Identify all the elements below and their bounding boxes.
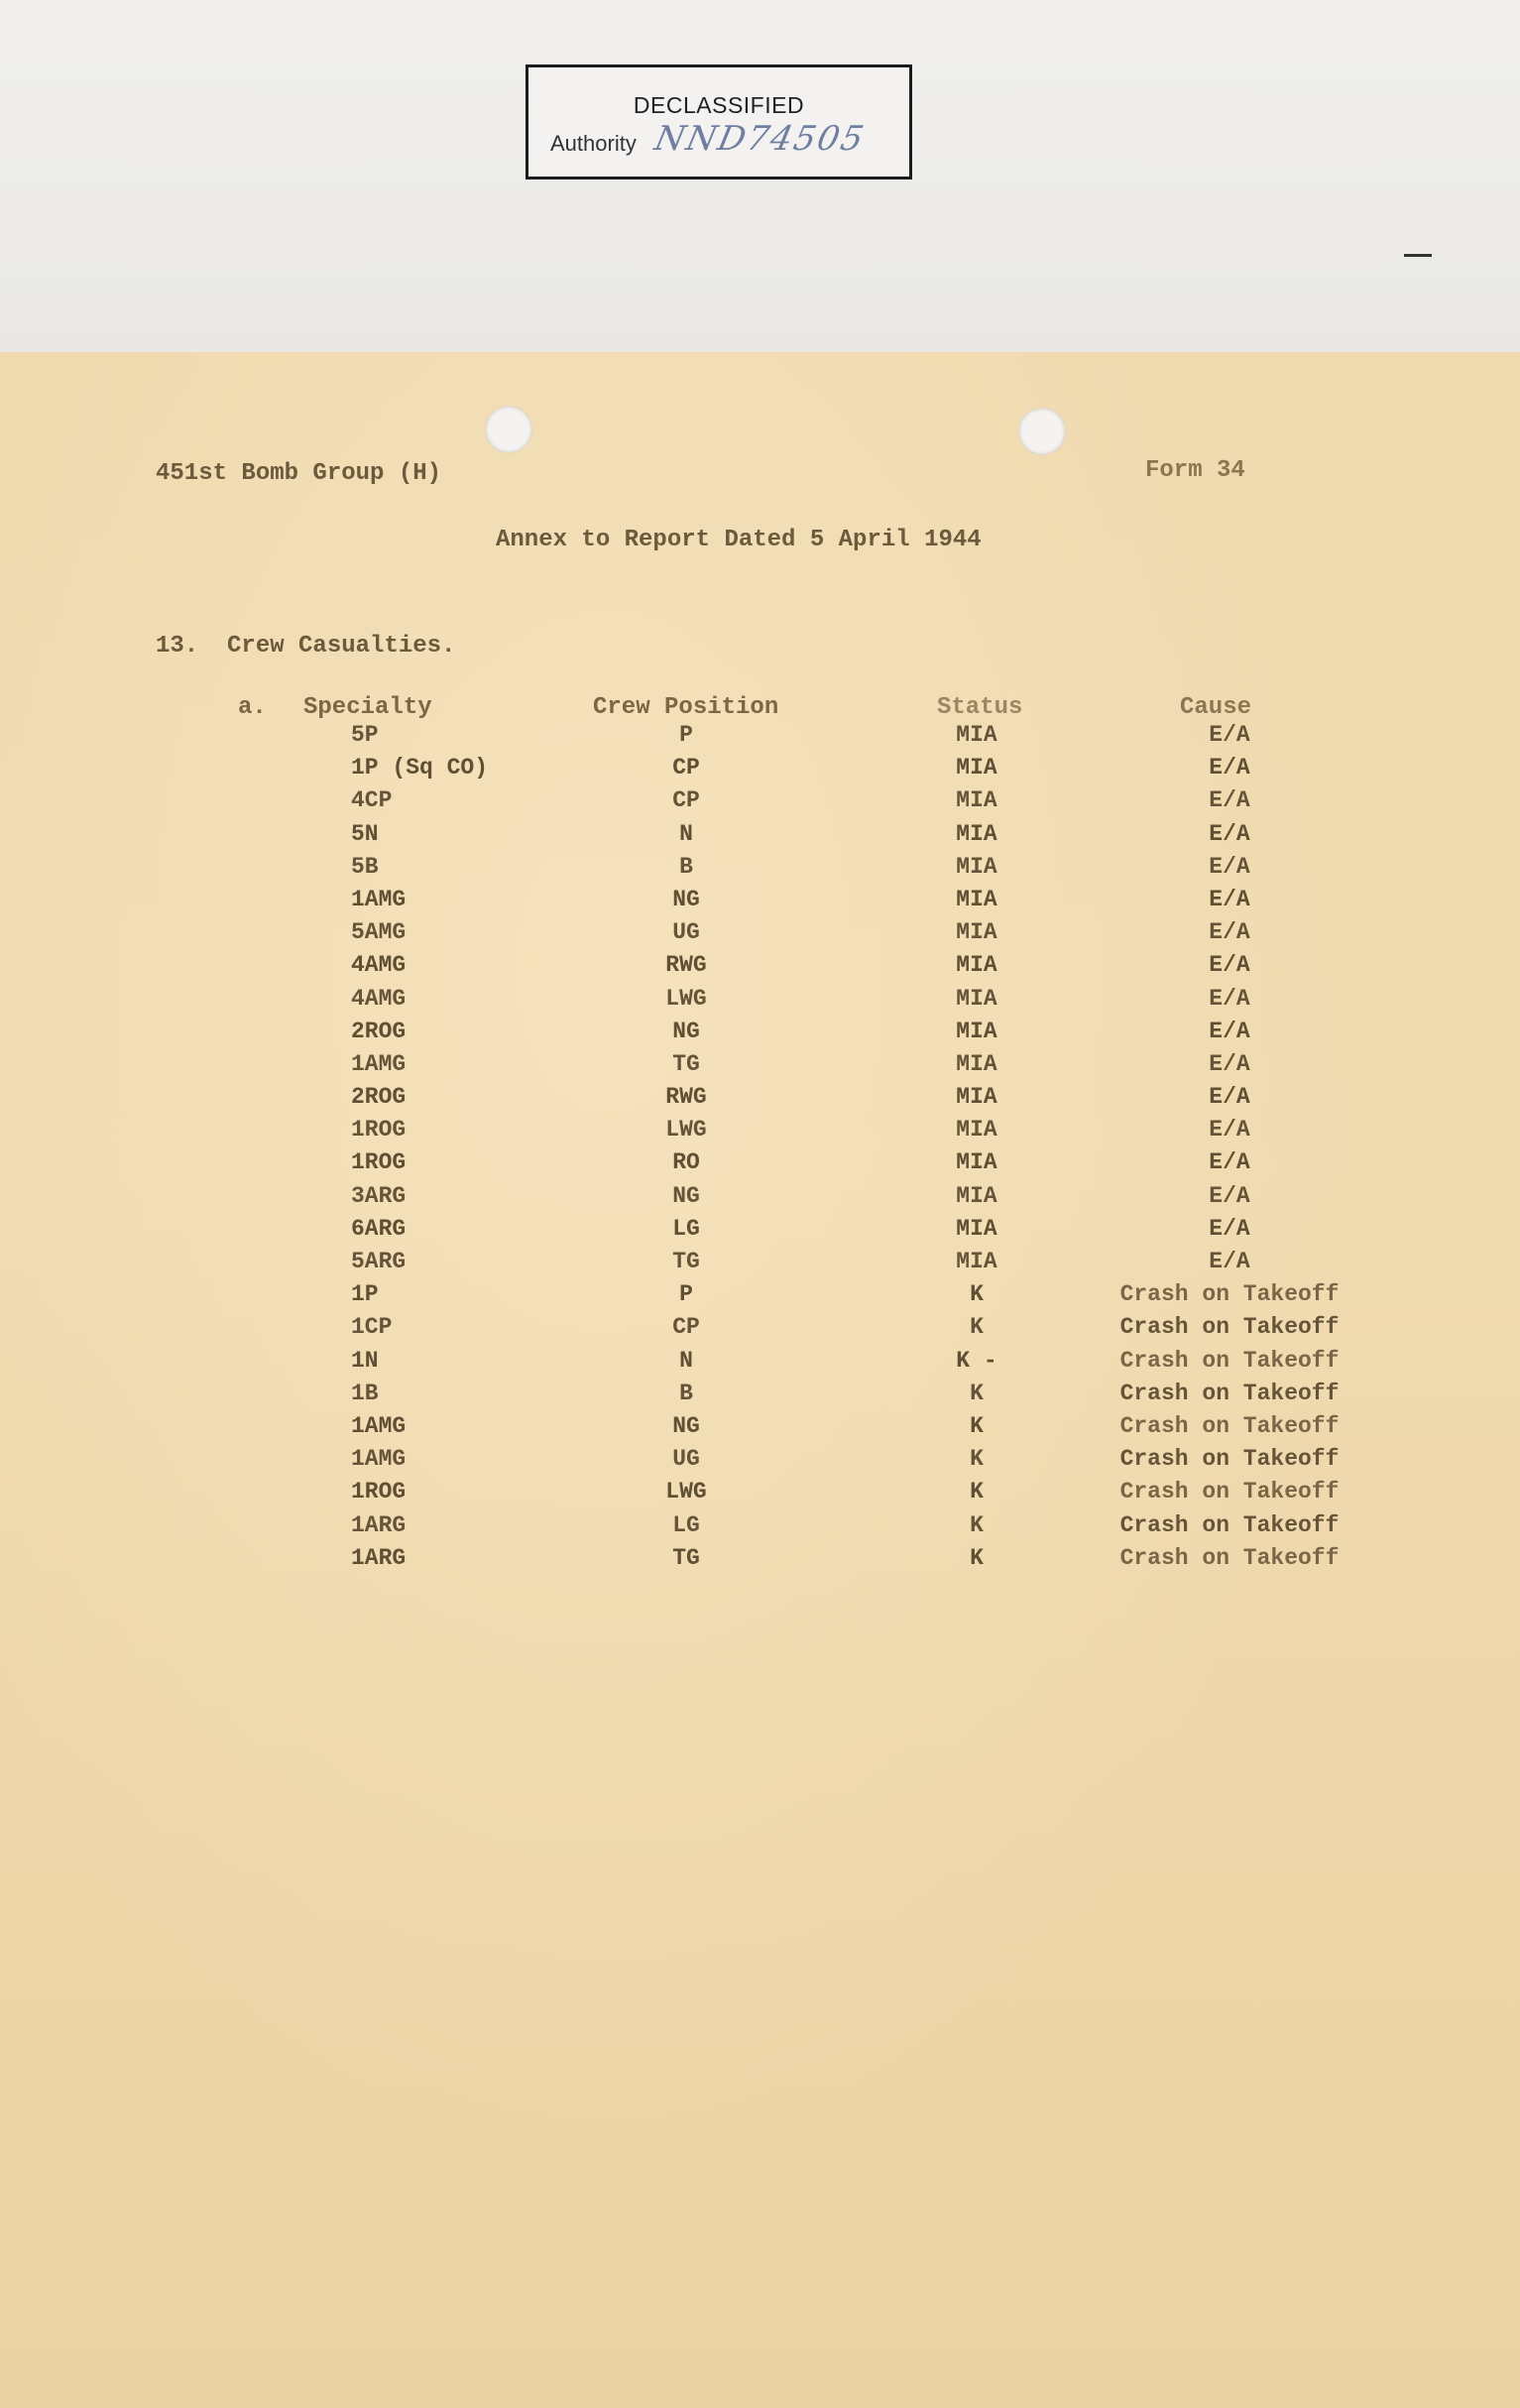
punch-hole-right bbox=[1018, 408, 1066, 455]
table-row bbox=[0, 1180, 1520, 1213]
crew-position-cell: RWG bbox=[665, 1084, 707, 1111]
crew-position-cell: TG bbox=[672, 1050, 700, 1077]
crew-position-cell: TG bbox=[672, 1544, 700, 1571]
crew-position-cell: CP bbox=[672, 755, 700, 782]
table-row bbox=[0, 1048, 1520, 1081]
status-cell: MIA bbox=[956, 787, 997, 814]
table-row bbox=[0, 1345, 1520, 1378]
status-cell: K bbox=[970, 1511, 984, 1538]
status-cell: MIA bbox=[956, 1182, 997, 1209]
specialty-cell: 5AMG bbox=[351, 919, 407, 946]
cause-cell: E/A bbox=[1209, 1050, 1250, 1077]
table-row bbox=[0, 784, 1520, 817]
crew-position-cell: N bbox=[679, 1347, 693, 1374]
status-cell: K bbox=[970, 1412, 984, 1439]
status-cell: MIA bbox=[956, 722, 997, 748]
cause-cell: E/A bbox=[1209, 755, 1250, 782]
form-number: Form 34 bbox=[1145, 457, 1245, 484]
table-row bbox=[0, 1213, 1520, 1246]
status-cell: K - bbox=[956, 1347, 997, 1374]
cause-cell: E/A bbox=[1209, 722, 1250, 748]
table-row bbox=[0, 1016, 1520, 1048]
specialty-cell: 4AMG bbox=[351, 952, 407, 979]
table-row bbox=[0, 851, 1520, 884]
table-row bbox=[0, 1146, 1520, 1179]
cause-cell: Crash on Takeoff bbox=[1119, 1479, 1340, 1505]
section-title: 13. Crew Casualties. bbox=[156, 633, 456, 660]
table-row bbox=[0, 1509, 1520, 1542]
report-page bbox=[0, 352, 1520, 2408]
specialty-cell: 2ROG bbox=[351, 1084, 407, 1111]
cause-cell: Crash on Takeoff bbox=[1119, 1380, 1340, 1406]
status-cell: K bbox=[970, 1380, 984, 1406]
cause-cell: E/A bbox=[1209, 1215, 1250, 1242]
casualty-table bbox=[0, 719, 1520, 1575]
table-row bbox=[0, 1378, 1520, 1410]
specialty-cell: 2ROG bbox=[351, 1018, 407, 1044]
cause-cell: E/A bbox=[1209, 1018, 1250, 1044]
stamp-authority-number: NND74505 bbox=[650, 119, 870, 159]
specialty-cell: 1AMG bbox=[351, 1412, 407, 1439]
status-cell: MIA bbox=[956, 820, 997, 847]
specialty-cell: 1AMG bbox=[351, 1446, 407, 1473]
cause-cell: Crash on Takeoff bbox=[1119, 1281, 1340, 1308]
status-cell: MIA bbox=[956, 1117, 997, 1144]
declassified-stamp bbox=[526, 64, 912, 180]
cause-cell: E/A bbox=[1209, 820, 1250, 847]
crew-position-cell: NG bbox=[672, 1018, 700, 1044]
status-cell: MIA bbox=[956, 952, 997, 979]
table-row bbox=[0, 983, 1520, 1016]
status-cell: MIA bbox=[956, 1084, 997, 1111]
column-header-status: Status bbox=[937, 694, 1023, 721]
cause-cell: E/A bbox=[1209, 1249, 1250, 1274]
specialty-cell: 1ROG bbox=[351, 1149, 407, 1176]
specialty-cell: 4AMG bbox=[351, 985, 407, 1012]
status-cell: K bbox=[970, 1446, 984, 1473]
specialty-cell: 1ROG bbox=[351, 1479, 407, 1505]
cause-cell: E/A bbox=[1209, 886, 1250, 912]
crew-position-cell: B bbox=[679, 853, 693, 880]
annex-title: Annex to Report Dated 5 April 1944 bbox=[496, 527, 982, 553]
specialty-cell: 6ARG bbox=[351, 1215, 407, 1242]
crew-position-cell: LG bbox=[672, 1511, 700, 1538]
cause-cell: Crash on Takeoff bbox=[1119, 1347, 1340, 1374]
cause-cell: E/A bbox=[1209, 985, 1250, 1012]
status-cell: MIA bbox=[956, 1050, 997, 1077]
table-row bbox=[0, 949, 1520, 982]
item-label: a. bbox=[238, 694, 267, 721]
cause-cell: E/A bbox=[1209, 1182, 1250, 1209]
crew-position-cell: LWG bbox=[665, 1117, 707, 1144]
specialty-cell: 5P bbox=[351, 722, 379, 748]
cause-cell: E/A bbox=[1209, 1084, 1250, 1111]
crew-position-cell: B bbox=[679, 1380, 693, 1406]
specialty-cell: 5N bbox=[351, 820, 379, 847]
punch-hole-left bbox=[485, 406, 532, 453]
specialty-cell: 1CP bbox=[351, 1314, 393, 1341]
specialty-cell: 1ROG bbox=[351, 1117, 407, 1144]
crew-position-cell: LG bbox=[672, 1215, 700, 1242]
specialty-cell: 1P (Sq CO) bbox=[351, 755, 489, 782]
status-cell: MIA bbox=[956, 919, 997, 946]
column-header-specialty: Specialty bbox=[303, 694, 432, 721]
specialty-cell: 5B bbox=[351, 853, 379, 880]
status-cell: MIA bbox=[956, 985, 997, 1012]
specialty-cell: 1ARG bbox=[351, 1511, 407, 1538]
crew-position-cell: LWG bbox=[665, 985, 707, 1012]
table-row bbox=[0, 1542, 1520, 1575]
archive-cover-sheet bbox=[0, 0, 1520, 357]
table-row bbox=[0, 1278, 1520, 1311]
stamp-title: DECLASSIFIED bbox=[633, 92, 805, 118]
table-row bbox=[0, 752, 1520, 784]
crew-position-cell: RO bbox=[672, 1149, 700, 1176]
cause-cell: E/A bbox=[1209, 952, 1250, 979]
specialty-cell: 1P bbox=[351, 1281, 379, 1308]
table-row bbox=[0, 1476, 1520, 1508]
status-cell: MIA bbox=[956, 853, 997, 880]
table-row bbox=[0, 818, 1520, 851]
crew-position-cell: CP bbox=[672, 787, 700, 814]
crew-position-cell: P bbox=[679, 1281, 693, 1308]
table-row bbox=[0, 884, 1520, 916]
status-cell: K bbox=[970, 1281, 984, 1308]
margin-mark bbox=[1404, 254, 1432, 257]
crew-position-cell: NG bbox=[672, 1182, 700, 1209]
unit-heading: 451st Bomb Group (H) bbox=[156, 460, 442, 487]
cause-cell: E/A bbox=[1209, 919, 1250, 946]
crew-position-cell: NG bbox=[672, 1412, 700, 1439]
status-cell: MIA bbox=[956, 886, 997, 912]
column-header-cause: Cause bbox=[1180, 694, 1252, 721]
status-cell: MIA bbox=[956, 1018, 997, 1044]
cause-cell: E/A bbox=[1209, 1117, 1250, 1144]
cause-cell: Crash on Takeoff bbox=[1119, 1314, 1340, 1341]
specialty-cell: 1AMG bbox=[351, 1050, 407, 1077]
crew-position-cell: CP bbox=[672, 1314, 700, 1341]
table-row bbox=[0, 1443, 1520, 1476]
cause-cell: E/A bbox=[1209, 853, 1250, 880]
stamp-authority-label: Authority bbox=[550, 131, 637, 156]
specialty-cell: 3ARG bbox=[351, 1182, 407, 1209]
crew-position-cell: LWG bbox=[665, 1479, 707, 1505]
cause-cell: Crash on Takeoff bbox=[1119, 1511, 1340, 1538]
table-row bbox=[0, 1410, 1520, 1443]
cause-cell: Crash on Takeoff bbox=[1119, 1446, 1340, 1473]
crew-position-cell: UG bbox=[672, 1446, 700, 1473]
status-cell: MIA bbox=[956, 755, 997, 782]
table-row bbox=[0, 719, 1520, 752]
status-cell: MIA bbox=[956, 1215, 997, 1242]
status-cell: MIA bbox=[956, 1249, 997, 1274]
crew-position-cell: RWG bbox=[665, 952, 707, 979]
table-row bbox=[0, 1311, 1520, 1344]
status-cell: K bbox=[970, 1314, 984, 1341]
crew-position-cell: P bbox=[679, 722, 693, 748]
cause-cell: E/A bbox=[1209, 1149, 1250, 1176]
specialty-cell: 1AMG bbox=[351, 886, 407, 912]
crew-position-cell: TG bbox=[672, 1249, 700, 1274]
specialty-cell: 1ARG bbox=[351, 1544, 407, 1571]
cause-cell: Crash on Takeoff bbox=[1119, 1412, 1340, 1439]
crew-position-cell: NG bbox=[672, 886, 700, 912]
table-row bbox=[0, 1114, 1520, 1146]
specialty-cell: 4CP bbox=[351, 787, 393, 814]
specialty-cell: 1B bbox=[351, 1380, 379, 1406]
table-row bbox=[0, 1081, 1520, 1114]
crew-position-cell: UG bbox=[672, 919, 700, 946]
column-header-crew-position: Crew Position bbox=[593, 694, 779, 721]
status-cell: K bbox=[970, 1544, 984, 1571]
cause-cell: E/A bbox=[1209, 787, 1250, 814]
specialty-cell: 1N bbox=[351, 1347, 379, 1374]
table-row bbox=[0, 916, 1520, 949]
status-cell: MIA bbox=[956, 1149, 997, 1176]
status-cell: K bbox=[970, 1479, 984, 1505]
table-row bbox=[0, 1246, 1520, 1278]
cause-cell: Crash on Takeoff bbox=[1119, 1544, 1340, 1571]
crew-position-cell: N bbox=[679, 820, 693, 847]
specialty-cell: 5ARG bbox=[351, 1249, 407, 1274]
